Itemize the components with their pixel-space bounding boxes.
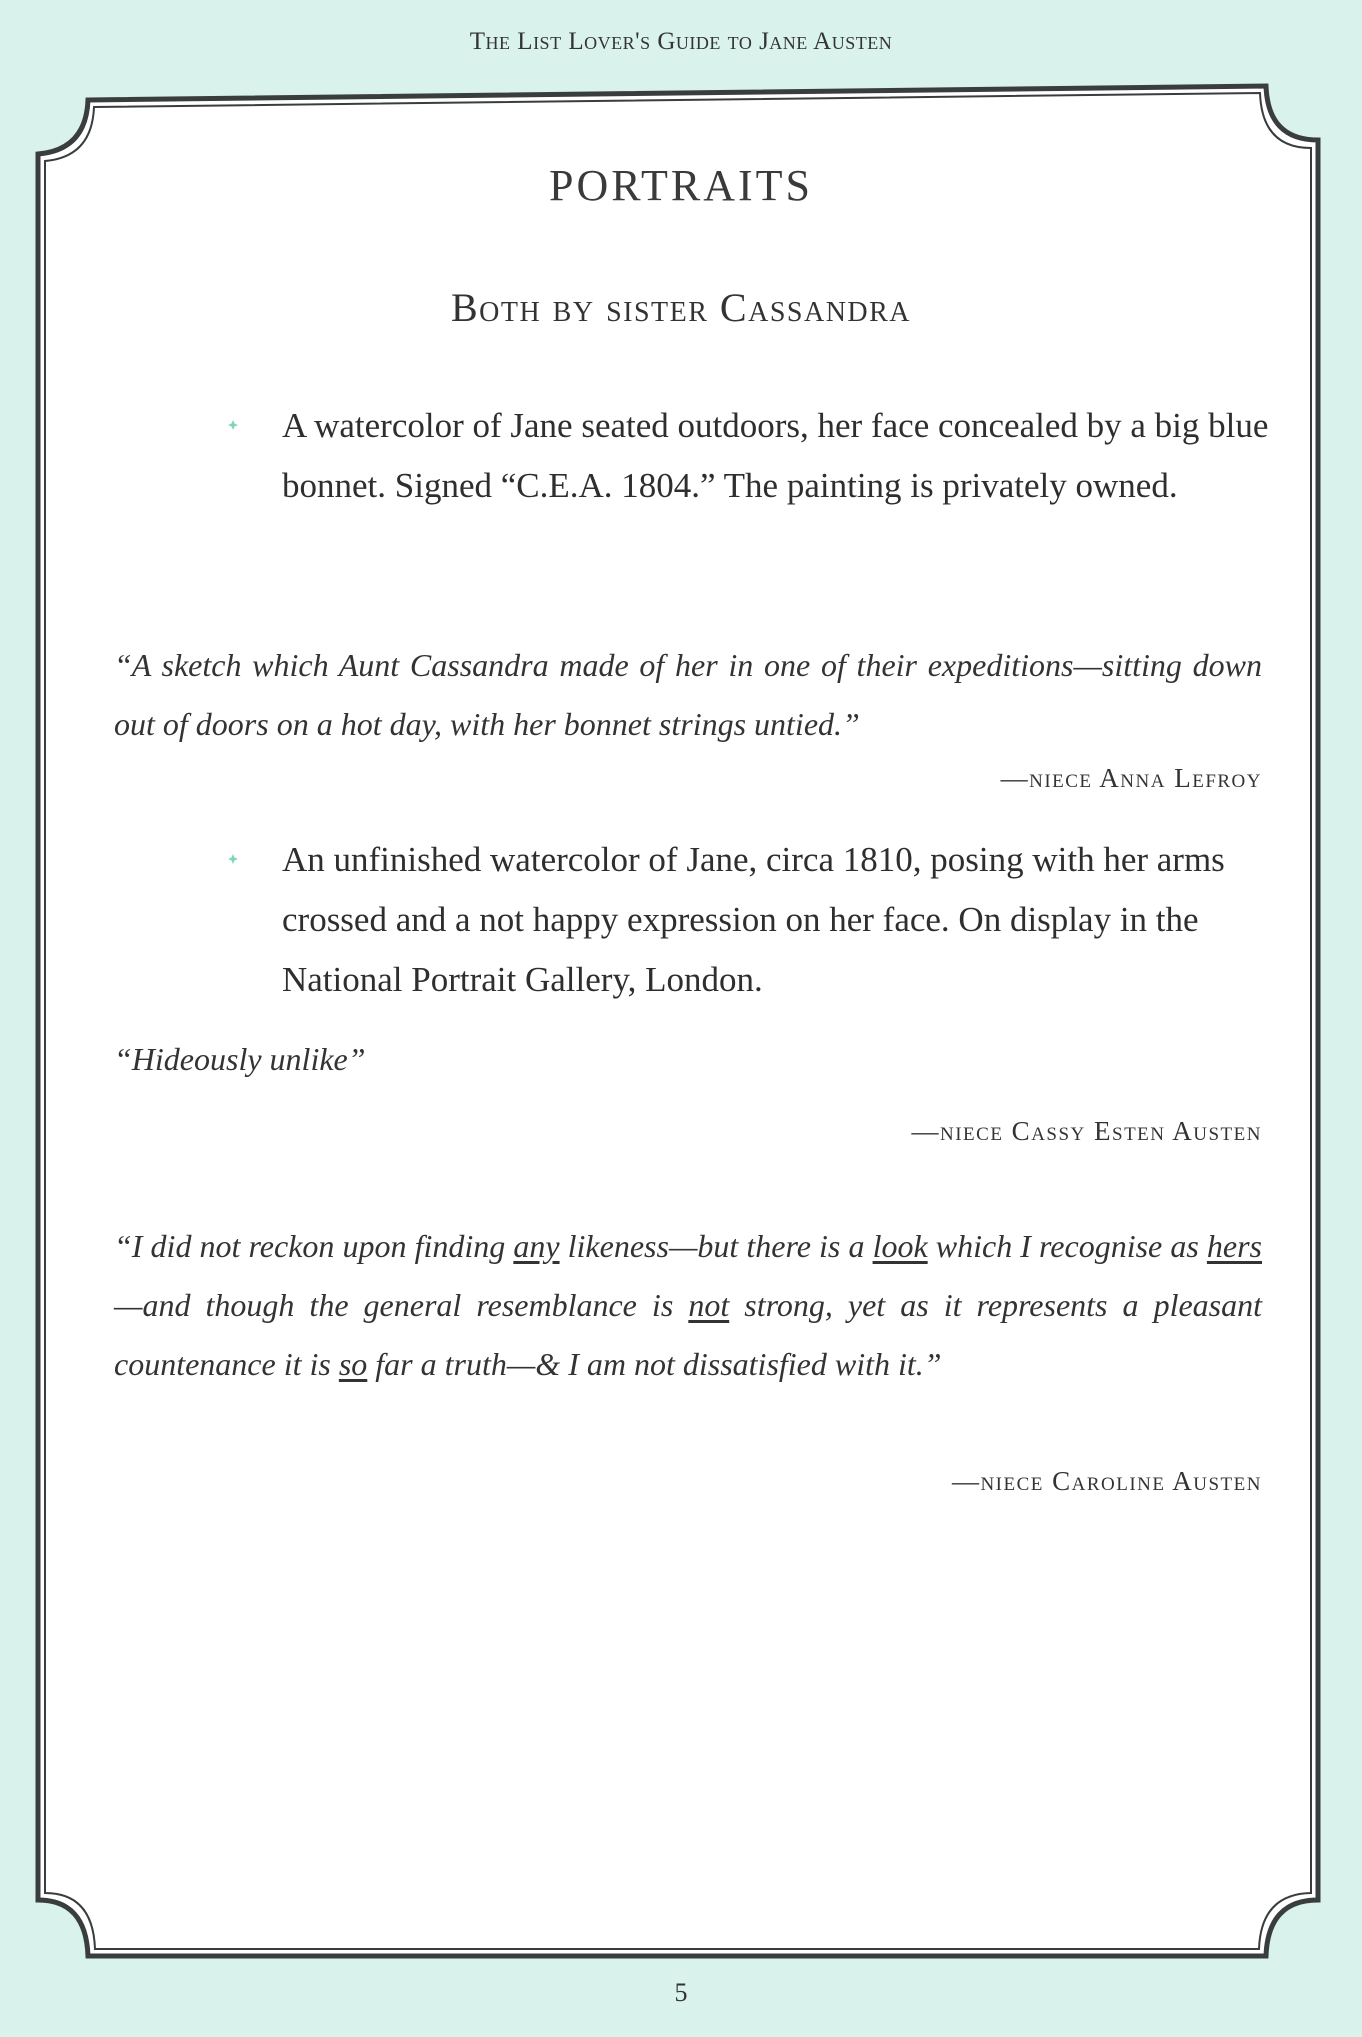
quote-text: “A sketch which Aunt Cassandra made of her in one of their expeditions—sitting down out of doors on a hot day, with her bonnet strings untied.” <box>114 647 1262 742</box>
quote-segment: “I did not reckon upon finding <box>114 1228 514 1264</box>
bullet-item <box>282 830 1282 1010</box>
quote-text: “Hideously unlike” <box>114 1041 366 1077</box>
underlined-emphasis: not <box>688 1287 730 1323</box>
running-head: The List Lover's Guide to Jane Austen <box>469 28 893 55</box>
underlined-emphasis: look <box>872 1228 928 1264</box>
section-title: PORTRAITS <box>549 161 813 210</box>
underlined-emphasis: hers <box>1206 1228 1262 1264</box>
quote-segment: which I recognise as <box>927 1228 1207 1264</box>
diamond-bullet-icon <box>228 854 238 864</box>
bullet-text: A watercolor of Jane seated outdoors, her face concealed by a big blue bonnet. Signed “C.E.A. 1804.” The painting is privately owned. <box>282 406 1269 505</box>
underlined-emphasis: any <box>513 1228 560 1264</box>
page-number: 5 <box>674 1978 688 2007</box>
section-subtitle: Both by sister Cassandra <box>450 285 912 330</box>
diamond-bullet-icon <box>228 420 238 430</box>
quote-segment: likeness—but there is a <box>559 1228 873 1264</box>
quote-segment: —and though the general resemblance is <box>114 1287 689 1323</box>
quote-segment: far a truth—& I am not dissatisfied with it.” <box>367 1346 942 1382</box>
quote-segment: strong, yet as it represents a pleasant countenance it is <box>114 1287 1263 1382</box>
underlined-emphasis: so <box>338 1346 368 1382</box>
quote-attribution: —niece Cassy Esten Austen <box>911 1116 1262 1146</box>
bullet-item <box>282 396 1282 516</box>
quote-text <box>114 1217 1262 1394</box>
quote-attribution: —niece Anna Lefroy <box>1000 763 1262 793</box>
quote-attribution: —niece Caroline Austen <box>951 1466 1262 1496</box>
bullet-text: An unfinished watercolor of Jane, circa 1810, posing with her arms crossed and a not happy expression on her face. On display in the National Portrait Gallery, London. <box>282 840 1225 999</box>
